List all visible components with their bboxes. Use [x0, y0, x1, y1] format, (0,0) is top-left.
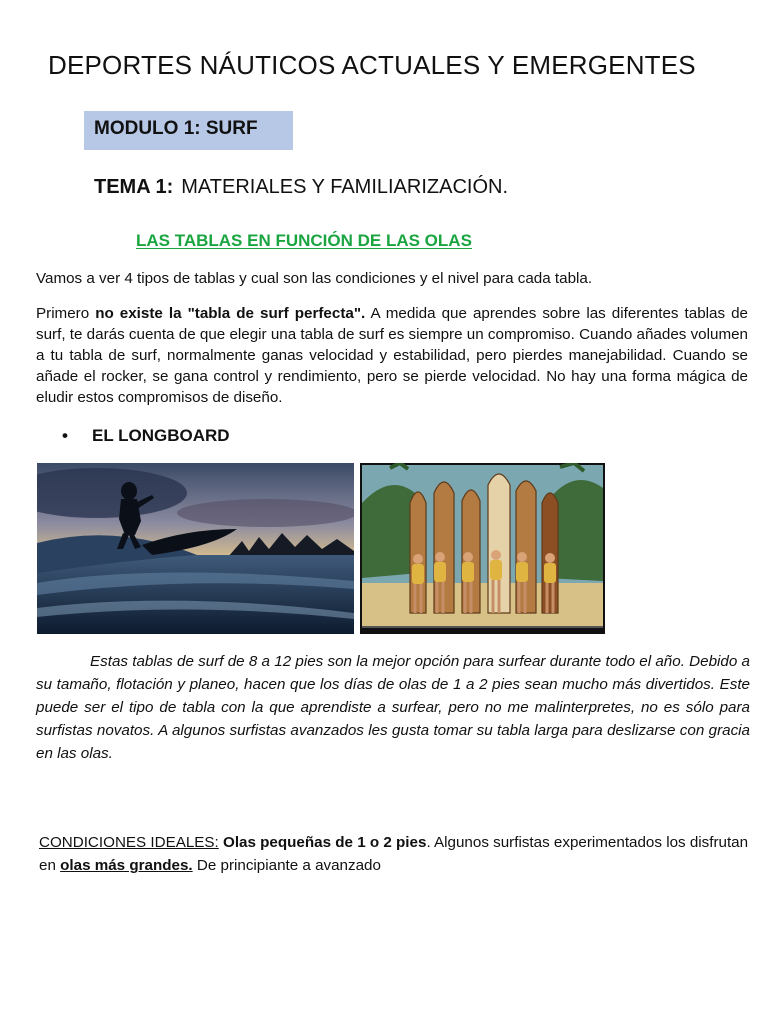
paragraph-rest: A medida que aprendes sobre las diferentes tablas de surf, te darás cuenta de que elegir una tabla de surf es siempre un compromiso. Cuando añades volumen a tu tabla de surf, normalmente ganas velocidad y estabilidad, pero pierdes manejabilidad. Cuando se añade el rocker, se gana control y rendimiento, pero se pierde velocidad. No hay una forma mágica de eludir estos compromisos de diseño. [36, 305, 748, 406]
conditions-label: CONDICIONES IDEALES: [39, 834, 219, 851]
topic-heading [94, 176, 734, 199]
body-paragraph [36, 303, 748, 408]
longboard-description-text: Estas tablas de surf de 8 a 12 pies son la mejor opción para surfear durante todo el año. Debido a su tamaño, flotación y planeo, hacen que los días de olas de 1 a 2 pies sean mucho más divertidos. Este puede ser el tipo de tabla con la que aprendiste a surfear, pero no me malinterpretes, no es sólo para surfistas novatos. A algunos surfistas avanzados les gusta tomar su tabla larga para deslizarse con gracia en las olas. [36, 653, 750, 762]
topic-label: TEMA 1: [94, 176, 174, 198]
page-title: DEPORTES NÁUTICOS ACTUALES Y EMERGENTES [48, 50, 696, 80]
conditions-bold-2: olas más grandes. [60, 857, 193, 874]
bullet-text: EL LONGBOARD [92, 426, 230, 445]
surfer-sunset-photo [37, 463, 354, 634]
ideal-conditions [39, 831, 751, 877]
paragraph-lead: Primero [36, 305, 96, 322]
vintage-longboards-photo [360, 463, 605, 634]
intro-paragraph: Vamos a ver 4 tipos de tablas y cual son las condiciones y el nivel para cada tabla. [36, 270, 593, 287]
longboard-description [36, 650, 750, 765]
paragraph-bold: no existe la "tabla de surf perfecta". [95, 305, 366, 322]
conditions-text-1: . Algunos surfistas experimentados los disfrutan en [39, 834, 749, 874]
bullet-symbol: • [62, 426, 68, 445]
section-heading: LAS TABLAS EN FUNCIÓN DE LAS OLAS [136, 231, 472, 250]
conditions-bold-1: Olas pequeñas de 1 o 2 pies [223, 834, 427, 851]
bullet-longboard [62, 426, 230, 446]
module-label: MODULO 1: SURF [84, 111, 293, 150]
conditions-text-2: De principiante a avanzado [192, 857, 381, 874]
topic-text: MATERIALES Y FAMILIARIZACIÓN. [181, 176, 509, 198]
